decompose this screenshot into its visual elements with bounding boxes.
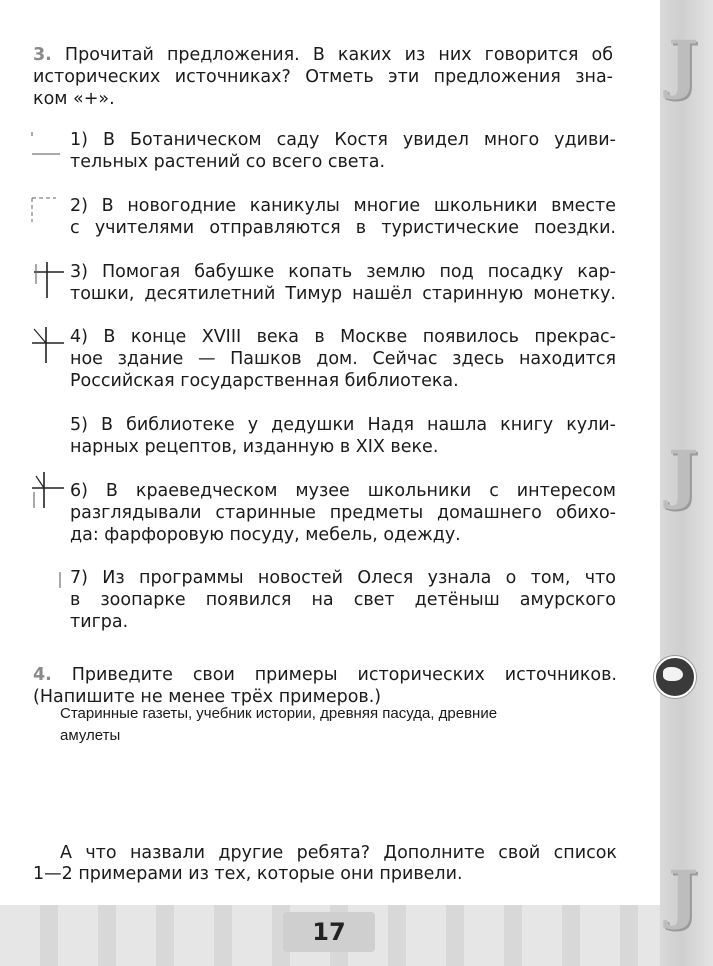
task3-item-4-line-3: Российская государственная библиотека. bbox=[70, 371, 459, 391]
task3-item-5-line-1: 5) В библиотеке у дедушки Надя нашла книгу кули- bbox=[70, 415, 616, 435]
task3-item-4-line-1: 4) В конце XVIII века в Москве появилось прекрас- bbox=[70, 327, 616, 347]
task3-item-7-line-1: 7) Из программы новостей Олеся узнала о том, что bbox=[70, 568, 616, 588]
task4-prompt-line-1: 4. Приведите свои примеры исторических источников. bbox=[33, 665, 617, 685]
task4-followup-line-2: 1—2 примерами из тех, которые они привели. bbox=[33, 864, 463, 884]
task3-item-3-line-2: тошки, десятилетний Тимур нашёл старинную монетку. bbox=[70, 284, 616, 304]
decorative-letter-j-icon: J bbox=[668, 857, 699, 932]
answer-box-plus[interactable] bbox=[30, 260, 66, 300]
task3-item-7-line-2: в зоопарке появился на свет детёныш амурского bbox=[70, 590, 616, 610]
task3-item-6-line-2: разглядывали старинные предметы домашнего обихо- bbox=[70, 503, 616, 523]
page-number: 17 bbox=[283, 912, 375, 952]
task3-prompt-line-1: 3. Прочитай предложения. В каких из них говорится об bbox=[33, 45, 613, 65]
task4-number: 4. bbox=[33, 665, 52, 685]
task3-prompt-line-2: исторических источниках? Отметь эти предложения зна- bbox=[33, 67, 613, 87]
task3-item-7-line-3: тигра. bbox=[70, 612, 129, 632]
task3-item-1-line-2: тельных растений со всего света. bbox=[70, 152, 386, 172]
task3-item-6-line-1: 6) В краеведческом музее школьники с интересом bbox=[70, 481, 616, 501]
task4-prompt-line-2: (Напишите не менее трёх примеров.) bbox=[33, 687, 382, 707]
task3-item-6-line-3: да: фарфоровую посуду, мебель, одежду. bbox=[70, 525, 461, 545]
task3-prompt-line-3: ком «+». bbox=[33, 89, 115, 109]
answer-box-empty[interactable] bbox=[30, 194, 66, 234]
task3-item-3-line-1: 3) Помогая бабушке копать землю под посадку кар- bbox=[70, 262, 616, 282]
task3-item-4-line-2: ное здание — Пашков дом. Сейчас здесь находится bbox=[70, 349, 616, 369]
task4-answer-line-1[interactable]: Старинные газеты, учебник истории, древняя пасуда, древние bbox=[60, 705, 498, 722]
task3-item-2-line-2: с учителями отправляются в туристические поездки. bbox=[70, 218, 616, 238]
task4-answer-line-2[interactable]: амулеты bbox=[60, 727, 121, 744]
answer-box-plus[interactable] bbox=[30, 325, 66, 365]
answer-box-empty[interactable] bbox=[30, 566, 66, 606]
answer-box-plus[interactable] bbox=[30, 470, 66, 510]
answer-box-empty[interactable] bbox=[30, 128, 66, 168]
decorative-letter-j-icon: J bbox=[668, 27, 699, 102]
decorative-letter-j-icon: J bbox=[668, 437, 699, 512]
task3-item-5-line-2: нарных рецептов, изданную в XIX веке. bbox=[70, 437, 439, 457]
globe-icon bbox=[654, 656, 696, 698]
task3-item-1-line-1: 1) В Ботаническом саду Костя увидел много удиви- bbox=[70, 130, 616, 150]
task3-number: 3. bbox=[33, 45, 52, 65]
task4-followup-line-1: А что назвали другие ребята? Дополните свой список bbox=[60, 843, 617, 863]
task3-item-2-line-1: 2) В новогодние каникулы многие школьники вместе bbox=[70, 196, 616, 216]
